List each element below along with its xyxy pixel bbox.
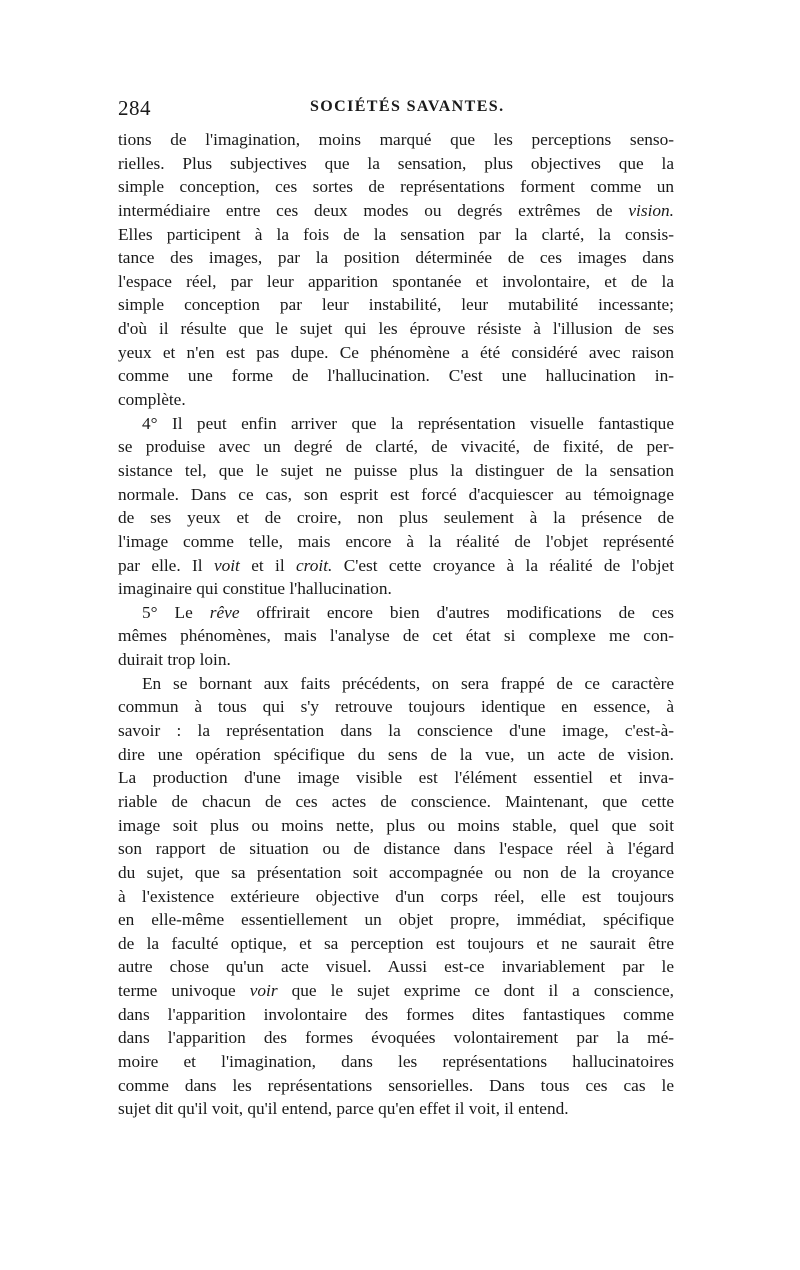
text-line: [118, 199, 674, 223]
text-line: [118, 554, 674, 578]
running-head: SOCIÉTÉS SAVANTES.: [310, 98, 505, 115]
line-text: C'est cette croyance à la réalité de l'objet: [343, 555, 675, 575]
page-number: 284: [118, 96, 151, 120]
text-line: duirait trop loin.: [118, 650, 231, 670]
text-line: l'espace réel, par leur apparition spontanée et involontaire, et de la: [118, 271, 674, 291]
text-line: savoir : la représentation dans la conscience d'une image, c'est-à-: [118, 721, 674, 741]
text-line: dans l'apparition des formes évoquées volontairement par la mé-: [118, 1028, 674, 1048]
line-text: intermédiaire entre ces deux modes ou degrés extrêmes de: [118, 200, 613, 220]
text-line: autre chose qu'un acte visuel. Aussi est-ce invariablement par le: [118, 957, 674, 977]
line-text: par elle. Il: [118, 555, 203, 575]
line-text: 5° Le: [142, 602, 193, 622]
text-line: commun à tous qui s'y retrouve toujours identique en essence, à: [118, 697, 674, 717]
text-line: sujet dit qu'il voit, qu'il entend, parce qu'en effet il voit, il entend.: [118, 1099, 569, 1119]
text-line: tance des images, par la position déterminée de ces images dans: [118, 248, 674, 268]
text-line: son rapport de situation ou de distance dans l'espace réel à l'égard: [118, 839, 674, 859]
text-line: en elle-même essentiellement un objet propre, immédiat, spécifique: [118, 910, 674, 930]
text-line: yeux et n'en est pas dupe. Ce phénomène a été considéré avec raison: [118, 342, 674, 362]
text-line: normale. Dans ce cas, son esprit est forcé d'acquiescer au témoignage: [118, 484, 674, 504]
text-line: mêmes phénomènes, mais l'analyse de cet état si complexe me con-: [118, 626, 674, 646]
text-line: comme dans les représentations sensorielles. Dans tous ces cas le: [118, 1075, 674, 1095]
text-line: riable de chacun de ces actes de conscience. Maintenant, que cette: [118, 791, 674, 811]
text-line: imaginaire qui constitue l'hallucination.: [118, 579, 392, 599]
text-line: l'image comme telle, mais encore à la réalité de l'objet représenté: [118, 531, 674, 551]
text-line: du sujet, que sa présentation soit accompagnée ou non de la croyance: [118, 862, 674, 882]
text-line: simple conception, ces sortes de représentations forment comme un: [118, 177, 674, 197]
text-line: d'où il résulte que le sujet qui les éprouve résiste à l'illusion de ses: [118, 319, 674, 339]
text-line: sistance tel, que le sujet ne puisse plus la distinguer de la sensation: [118, 460, 674, 480]
text-line: dire une opération spécifique du sens de la vue, un acte de vision.: [118, 744, 674, 764]
italic-word: voir: [249, 981, 278, 1001]
body-text: [118, 128, 674, 1121]
text-line: comme une forme de l'hallucination. C'est une hallucination in-: [118, 366, 674, 386]
line-text: offrirait encore bien d'autres modifications de ces: [256, 602, 674, 622]
italic-word: voit: [213, 555, 240, 575]
text-line: de la faculté optique, et sa perception est toujours et ne saurait être: [118, 933, 674, 953]
text-line: dans l'apparition involontaire des formes dites fantastiques comme: [118, 1004, 674, 1024]
text-line: simple conception par leur instabilité, leur mutabilité incessante;: [118, 295, 674, 315]
text-line: moire et l'imagination, dans les représentations hallucinatoires: [118, 1051, 674, 1071]
text-line: [118, 601, 674, 625]
page-header: [118, 96, 673, 122]
text-line: se produise avec un degré de clarté, de vivacité, de fixité, de per-: [118, 437, 674, 457]
text-line: La production d'une image visible est l'élément essentiel et inva-: [118, 768, 674, 788]
line-text: et il: [251, 555, 285, 575]
text-line: complète.: [118, 390, 186, 410]
italic-word: rêve: [209, 602, 240, 622]
text-line: En se bornant aux faits précédents, on sera frappé de ce caractère: [142, 673, 674, 693]
text-line: image soit plus ou moins nette, plus ou moins stable, quel que soit: [118, 815, 674, 835]
text-line: rielles. Plus subjectives que la sensation, plus objectives que la: [118, 153, 674, 173]
italic-word: vision.: [628, 200, 674, 220]
line-text: terme univoque: [118, 981, 236, 1001]
italic-word: croit.: [296, 555, 333, 575]
text-line: de ses yeux et de croire, non plus seulement à la présence de: [118, 508, 674, 528]
text-line: tions de l'imagination, moins marqué que les perceptions senso-: [118, 130, 674, 149]
line-text: que le sujet exprime ce dont il a conscience,: [291, 981, 674, 1001]
text-line: à l'existence extérieure objective d'un corps réel, elle est toujours: [118, 886, 674, 906]
text-line: [118, 979, 674, 1003]
text-line: Elles participent à la fois de la sensation par la clarté, la consis-: [118, 224, 674, 244]
text-line: 4° Il peut enfin arriver que la représentation visuelle fantastique: [142, 413, 674, 433]
